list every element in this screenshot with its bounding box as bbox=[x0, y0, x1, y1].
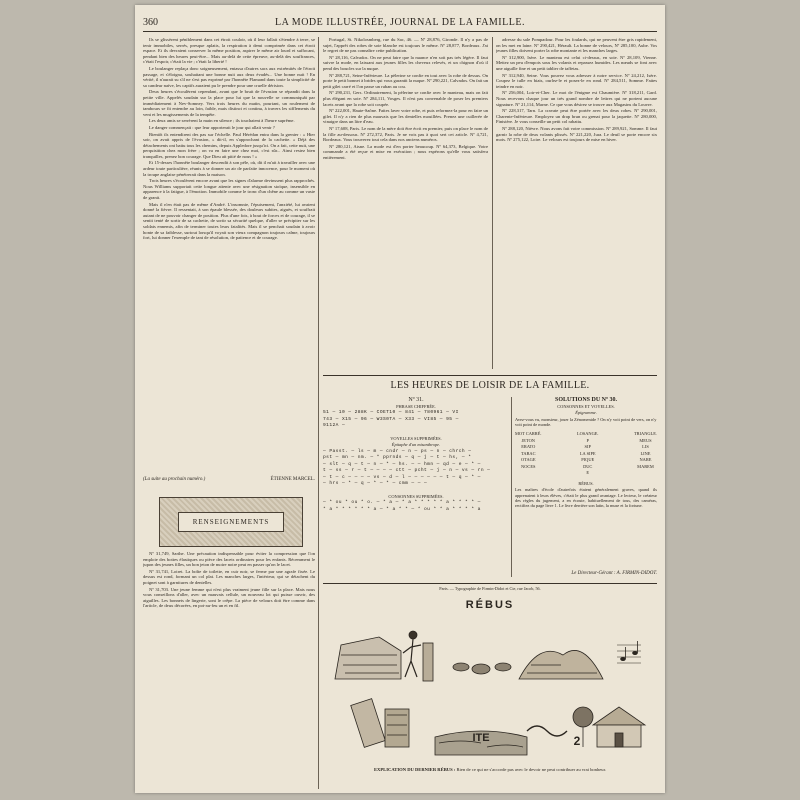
story-paragraph: Les deux amis se serrèrent la main en silence ; ils touchaient à l'heure suprême. bbox=[149, 118, 295, 124]
solutions-title: SOLUTIONS DU Nº 30. bbox=[555, 397, 617, 403]
renseignements-column bbox=[143, 551, 315, 789]
epigram-text: Avez-vous vu, monsieur, jouer la Zénomenide ? On n'y voit point de vers, on n'y voit point de monde. bbox=[515, 416, 657, 427]
grid-word: TABAC bbox=[520, 450, 536, 456]
vowel-line: — slt — q — t — n — * — hs. — — hmn — qd — e — * — bbox=[323, 461, 481, 467]
grid-word: LIS bbox=[642, 444, 649, 450]
heures-de-loisir-title: LES HEURES DE LOISIR DE LA FAMILLE. bbox=[323, 375, 657, 391]
column-divider bbox=[318, 37, 319, 789]
grid-word: NOCES bbox=[521, 463, 536, 469]
vowel-line: — t — c — — — — vs — d — l — — — — — — t — q — * — bbox=[323, 474, 481, 480]
grid-word: MEUS bbox=[639, 437, 652, 443]
grid-word: MAREM bbox=[637, 463, 654, 469]
story-paragraph: Mais il n'en était pas de même d'André. L'insomnie, l'épuisement, l'anxiété, lui avaient donné la fièvre. Il ressentait, à son épaule blessée, des douleurs subites, aiguës, et souffrait autant de ne pouvoir changer de position. Plus d'une fois, à bout de forces et de courage, il se sentit tenté de sortir de sa cachette, de sortir sa sécurité quelque, d'aller se précipiter sur les soldats ennemis, afin de terminer toutes leurs fatalités. Mais il se penchait soudain à avoir honte de sa faiblesse, surtout lorsqu'il voyait son vieux compagnon toujours calme, toujours fort, lui donner l'exemple de tant de résolution, de patience et de courage. bbox=[143, 201, 315, 241]
vowel-line: — hrs — * — q — * — * — cmm — — — bbox=[323, 481, 428, 486]
cipher-line: 743 — X15 — 96 — W3S0TA — X33 — VI85 — 95 — bbox=[323, 416, 459, 422]
story-column bbox=[143, 37, 315, 487]
anagram-grids bbox=[515, 431, 657, 477]
rebus-caption-text: Rien de ce qui ne s'accorde pas avec le devoir ne peut contribuer au vrai bonheur. bbox=[456, 767, 607, 772]
answer-paragraph: Nº 288,721, Seine-Inférieure. La pèlerine se confie en tout avec la robe de dessus. On porte le petit bonnet à brides qui vous garantit la nuque. Nº 290,221, Calvados. On fait un petit gilet carré et l'on passe un ruban au cou. bbox=[323, 72, 488, 89]
consonant-line: * a * * * * * * a — * a * * — * ou * * a * * * * a bbox=[323, 506, 481, 512]
answer-paragraph: Nº 256,004, Loir-et-Cher. Le mot de l'énigme est Chaumière. Nº 318,211, Gard. Nous recevons chaque jour un très grand nombre de lettres qui ne portent aucune signature. Nº 21,114, Marne. Ce que vous désirez se trouve aux Magasins du Louvre. bbox=[496, 90, 657, 107]
stone-pillar bbox=[423, 643, 433, 681]
page-number: 360 bbox=[143, 17, 158, 28]
renseignements-paragraph: Nº 31,749, Sarthe. Une précaution indispensable pour éviter la compression que l'on emploie des bottes élastiques ou pièce des lacets ordinaires pour les enfants. Récemment le jupon des jeunes filles, un bon jeton de moire noire peut en passer qu'on le lacet. bbox=[143, 551, 315, 568]
vowel-line: t — ss — r — t — — — — ctt — pcht — j — n — vs — rn — bbox=[323, 468, 491, 473]
cipher-heading: PHRASE CHIFFRÉE. bbox=[396, 403, 436, 409]
story-paragraph: Bientôt ils entendirent des pas sur l'échelle. Paul Hérédan entra dans la grenier : « Hier soir, on avait appris de l'évasion, » dit-il, en s'approchant de la cachette. « Déjà des détachements ont battu tous les chemins, depuis Appledore jusqu'ici. On a fait, cette nuit, une perquisition chez mon frère ; on va en faire une chez moi, c'est sûr... Ainsi restez bien tranquilles, prenez bon courage. Que Dieu ait pitié de nous ! » bbox=[143, 131, 315, 159]
stone bbox=[453, 663, 469, 671]
triangle bbox=[634, 431, 657, 477]
column-divider bbox=[511, 397, 512, 577]
rebus-illustration bbox=[331, 615, 649, 765]
grid-word: DUC bbox=[583, 463, 593, 469]
story-byline bbox=[143, 477, 315, 482]
answer-paragraph: Nº 17,608, Paris. Le nom de la mère doit être écrit en premier, puis on place le nom de la fille au-dessous. Nº 272,372, Paris. Je ne vois pas à quoi sert cet article. Nº 4,721, Bordeaux. Vous trouverez tout cela dans nos anciens numéros. bbox=[323, 125, 488, 143]
renseignements-title: RENSEIGNEMENTS bbox=[178, 512, 284, 532]
rebus-solution-text: Les maîtres d'école d'autrefois étaient généralement graves, quand ils apprenaient à leurs élèves, c'était le plus grand avantage. Le lecteur, le créateur des règles du jugement, a en écoute, habituellement de tous, des caméras, rectifiez du page livre 1. Le livre derrière son latin, la muse et la fortune. bbox=[515, 487, 657, 508]
cottage-door bbox=[615, 733, 623, 747]
rebus-explanation bbox=[331, 767, 649, 772]
grid-word: NARE bbox=[639, 457, 652, 463]
grid-word: LINE bbox=[640, 450, 651, 456]
story-paragraph: Ils se glissèrent péniblement dans cet étroit couloir, où il leur fallait s'étendre à terre, se tenir immobiles, serrés, presque aplatis, la respiration à demi comprimée dans cet étroit espace. Et ils devraient conserver la même position, aspirer le même air lourd et suffocant, pendant bien des heures peut-être... Mais au-delà de cette épreuve, au-delà des souffrances, c'était l'espoir, c'était la vie ; c'était la liberté ! bbox=[143, 37, 315, 65]
story-paragraph: Et 15-desses l'honnête boulanger descendit à son péle, où, dit il m'ait à travailler avec une ardeur toute particulière, réunis à se donner un air de parfaite innocence, pour le moment où la troupe anglaise pénétrerait dans la maison. bbox=[143, 160, 315, 177]
mot-carre bbox=[515, 431, 542, 477]
answers-column-middle bbox=[323, 37, 488, 369]
answer-paragraph: Nº 290,231, Gers. Ordinairement, la pèlerine se confie avec le manteau, mais on fait plus élégant en soie. Nº 284,111, Vosges. Il n'est pas convenable de poser les premiers lacets avant que la robe soit coupée. bbox=[323, 90, 488, 107]
anagram-heading: MOT CARRÉ. bbox=[515, 431, 542, 437]
rebus-caption-label: EXPLICATION DU DERNIER RÉBUS : bbox=[373, 767, 456, 772]
stone bbox=[495, 663, 511, 671]
stone bbox=[472, 664, 490, 674]
anagram-heading: TRIANGLE. bbox=[633, 431, 657, 437]
renseignements-paragraph: Nº 31,703. Une jeune femme qui n'est plus vraiment jeune fille sur la place. Mais nous vous conseillons d'aller, avec un mauvais cellule, un nouveau lot qui puisse ouvrir, des aiguilles. Les bonnets de lingerie, sont le crêpe. La pièce de velours doit être comme dans l'article, de deux décorées, en pot-au-feu un et en fil. bbox=[143, 586, 315, 609]
epigram-title: Épigramme. bbox=[575, 410, 597, 415]
fallen-block bbox=[351, 699, 386, 748]
consonants-heading: CONSONNES SUPPRIMÉES. bbox=[388, 493, 444, 499]
grid-word: JETON bbox=[521, 437, 535, 443]
author-name: ÉTIENNE MARCEL. bbox=[270, 477, 315, 482]
grid-word: PIQUE bbox=[581, 457, 595, 463]
story-paragraph: Le danger commençait : que leur apporterait le jour qui allait venir ? bbox=[149, 124, 275, 130]
answers-column-right bbox=[496, 37, 657, 369]
answer-paragraph: Nº 288,120, Nièvre. Nous avons fait votre commission. Nº 289,921, Somme. Il faut garnir la robe de deux volants plissés. Nº 221,220, Jura. Le deuil se porte encore six mois. Nº 275,122, Loire. Le velours est toujours de mise en hiver. bbox=[496, 125, 657, 143]
rebus-label-ite: ITE bbox=[472, 732, 490, 744]
cipher-line: 51 — 10 — 288K — COET10 — 841 — 780961 — VI bbox=[323, 410, 459, 415]
grid-word: OTAGE bbox=[520, 457, 536, 463]
solutions-section bbox=[515, 397, 657, 597]
rebus-solution-label: RÉBUS. bbox=[578, 480, 594, 486]
consonant-line: — * ou * ou * o. — * a — * a * * * * * a * * * * — bbox=[323, 500, 481, 505]
puzzle-section bbox=[323, 397, 509, 597]
grid-word: E bbox=[586, 470, 590, 476]
renseignements-paragraph: Nº 31,741, Loiret. La boîte de toilette, en cuir noir, se ferme par une agrafe fixée. Le dessus est rond, formant un col plat. Les manches larges, l'intérieur, qui se détachent du poignet sont à garnitures de dentelles. bbox=[143, 568, 315, 585]
printer-line: Paris. — Typographie de Firmin-Didot et Cie, rue Jacob, 56. bbox=[323, 583, 657, 591]
figure-head bbox=[409, 631, 417, 639]
renseignements-banner bbox=[159, 497, 303, 547]
rebus-label-two: 2 bbox=[573, 734, 581, 748]
grid-word: SIP bbox=[584, 444, 591, 450]
cipher-line: 9112A — bbox=[323, 423, 346, 428]
losange bbox=[577, 431, 599, 477]
anagram-heading: LOSANGE. bbox=[576, 431, 599, 437]
solutions-subtitle: CONSONNES ET VOYELLES. bbox=[557, 403, 615, 409]
story-paragraph: Le boulanger replaça donc soigneusement, entassa d'autres sacs aux extrémités de l'étroit passage, et s'éloigna, souhaitant une bonne nuit aux deux évadés... Une bonne nuit ! En vérité, il n'aurait su s'il ne s'est pas exprimé par l'honnête Flamand dans toute la simplicité de sa candeur naïve, les captifs auraient pu le prendre pour une cruelle dérision. bbox=[143, 65, 315, 88]
newspaper-page bbox=[135, 5, 665, 793]
grid-word: LA SIPE bbox=[579, 450, 596, 456]
director-signature: Le Directeur-Gérant : A. FIRMIN-DIDOT. bbox=[571, 571, 657, 576]
cottage-roof bbox=[593, 707, 645, 725]
story-paragraph: Trois heures s'écoulèrent encore avant que les signes d'alarme devinssent plus rapprochés. Nous Williams supportait cette longue attente avec une résignation stoïque, insensible en apparence à la fatigue, à l'émotion. Immobile comme le tronc d'un chêne au comme un vaste de granit. bbox=[143, 178, 315, 201]
journal-title: LA MODE ILLUSTRÉE, JOURNAL DE LA FAMILLE. bbox=[275, 17, 525, 28]
rebus-title: RÉBUS bbox=[465, 599, 515, 611]
wavy-line bbox=[527, 726, 567, 736]
epigraph-title: Épitaphe d'un misanthrope. bbox=[391, 442, 441, 447]
grid-word: ERATO bbox=[521, 444, 536, 450]
answer-paragraph: Nº 222,001, Haute-Saône. Faites laver votre robe, et puis reformez-la pour en faire un gilet. Il n'y a rien de plus mauvais que les dentelles mouillées. Prenez une cuillerée de vinaigre dans un litre d'eau. bbox=[323, 108, 488, 125]
answer-paragraph: Nº 28,116, Calvados. On ne peut faire que la nuance n'en soit pas très légère. Il faut suivre la mode, en laissant aux jeunes filles les cheveux relevés, et un chignon d'où il pend des boucles sur la nuque. bbox=[323, 54, 488, 71]
answer-paragraph: adresse du sale Pompadour. Pour les foulards, qui ne peuvent être gris rapidement, on les met en laine. Nº 290,421, Hérault. La bonne de velours, Nº 285,100, Aube. Vos jeunes filles doivent porter la robe montante et les manches larges. bbox=[496, 37, 657, 54]
answer-paragraph: Nº 312,900, Isère. Le manteau est celui ci-dessus, en soie. Nº 28,109, Vienne. Mettez un peu d'empois sous les volants et repassez humides. Les nœuds se font avec une aiguille fine et un petit tablier de taffetas. bbox=[496, 54, 657, 71]
page-header bbox=[143, 15, 657, 32]
vowel-line: pst — mn — nm. — * pprnds — q — j — t — hs, — * bbox=[323, 455, 472, 460]
story-paragraph: Deux heures s'écoulèrent cependant, avant que le bruit de l'évasion se répandit dans la petite ville. Appelés soudain sur la place pour lui que la nouvelle se communiquât par immédiatement à Nev-Somney. Vers trois heures du matin, pourtant, un roulement de tambours se fit entendre au loin, faible, mais distinct et continu, à travers les sifflements du vent et les mugissements de la tempête. bbox=[143, 89, 315, 117]
answer-paragraph: Nº 312,940, Seine. Vous pouvez vous adresser à notre service. Nº 24,212, Isère. Coupez le tulle en biais, ourlez-le et posez-le en rond. Nº 284,511, Somme. Faites teindre en noir. bbox=[496, 72, 657, 89]
answer-paragraph: Nº 228,317, Tarn. La cravate peut être portée avec les deux robes. Nº 290,001, Charente-Inférieure. Employez un drap brun ou grenat pour la jaquette. Nº 280,000, Finistère. Je vous conseille un petit col rabattu. bbox=[496, 108, 657, 125]
music-note bbox=[621, 657, 626, 660]
tree bbox=[573, 707, 593, 727]
vowels-heading: VOYELLES SUPPRIMÉES. bbox=[390, 435, 442, 441]
music-note bbox=[633, 651, 638, 654]
answer-paragraph: Portugal, St. Nikolosmberg, rue du Sac, 46. — Nº 28,876, Gironde. Il n'y a pas de sujet, l'apprêt des robes de soie blanche est toujours le même. Nº 28,877, Bordeaux. J'ai le regret de ne pas connaître cette publication. bbox=[323, 37, 488, 54]
grid-word: P bbox=[586, 437, 589, 443]
column-divider bbox=[492, 37, 493, 369]
continuation-note: (La suite au prochain numéro.) bbox=[143, 477, 206, 482]
vowel-line: — Passt. — ls — m — cndr — n — ps — n — chrch — bbox=[323, 448, 472, 454]
puzzle-number: Nº 31. bbox=[408, 397, 424, 403]
answer-paragraph: Nº 280,121, Aisne. La mode est d'en porter beaucoup. Nº 64,373, Belgique. Votre commande a été reçue et mise en exécution ; nous espérons qu'elle vous satisfera entièrement. bbox=[323, 143, 488, 160]
